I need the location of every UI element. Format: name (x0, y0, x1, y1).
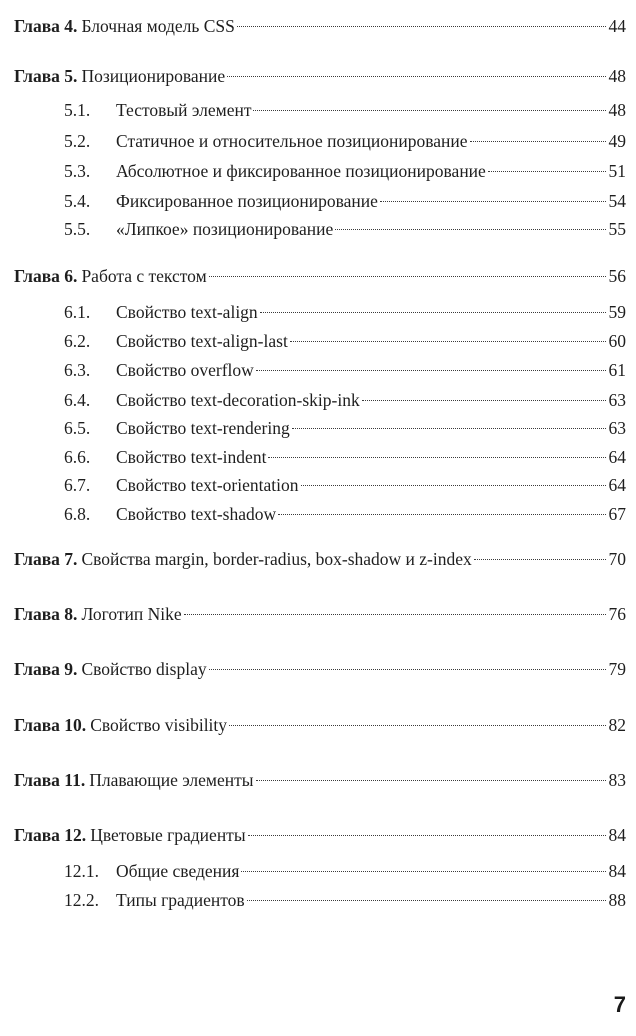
section-title: Общие сведения (116, 861, 240, 881)
page-ref: 44 (608, 16, 626, 36)
dot-leader (260, 312, 606, 313)
dot-leader (209, 276, 606, 277)
page-ref: 67 (608, 504, 626, 524)
toc-section-6-1[interactable] (64, 298, 626, 326)
chapter-label: Глава 10. (14, 715, 87, 735)
dot-leader (474, 559, 606, 560)
dot-leader (290, 341, 606, 342)
page-ref: 59 (608, 302, 626, 322)
section-title: Абсолютное и фиксированное позиционирование (116, 161, 486, 181)
dot-leader (335, 229, 605, 230)
toc-section-6-4[interactable] (64, 386, 626, 414)
dot-leader (248, 835, 606, 836)
page-ref: 76 (608, 604, 626, 624)
chapter-title: Свойство visibility (90, 715, 228, 735)
section-number: 6.1. (64, 302, 91, 322)
page-ref: 79 (608, 659, 626, 679)
dot-leader (470, 141, 606, 142)
section-title: Фиксированное позиционирование (116, 191, 378, 211)
dot-leader (256, 370, 606, 371)
chapter-title: Блочная модель CSS (81, 16, 235, 36)
toc-chapter-5[interactable] (14, 62, 626, 90)
dot-leader (268, 457, 605, 458)
toc-section-6-5[interactable] (64, 414, 626, 442)
dot-leader (241, 871, 605, 872)
chapter-title: Плавающие элементы (89, 770, 254, 790)
section-title: Свойство text-shadow (116, 504, 277, 524)
page-ref: 54 (608, 191, 626, 211)
dot-leader (292, 428, 606, 429)
toc-section-5-3[interactable] (64, 157, 626, 185)
page-ref: 55 (608, 219, 626, 239)
page-ref: 63 (608, 390, 626, 410)
section-number: 6.5. (64, 418, 91, 438)
toc-section-6-6[interactable] (64, 443, 626, 471)
section-number: 6.2. (64, 331, 91, 351)
chapter-title: Позиционирование (81, 66, 226, 86)
page-ref: 88 (608, 890, 626, 910)
page-ref: 64 (608, 475, 626, 495)
dot-leader (247, 900, 606, 901)
section-number: 6.3. (64, 360, 91, 380)
dot-leader (227, 76, 605, 77)
section-title: Типы градиентов (116, 890, 245, 910)
section-title: Свойство text-orientation (116, 475, 299, 495)
dot-leader (229, 725, 605, 726)
toc-chapter-10[interactable] (14, 711, 626, 739)
toc-chapter-4[interactable] (14, 12, 626, 40)
page-ref: 84 (608, 861, 626, 881)
page-number: 7 (613, 992, 626, 1017)
toc-chapter-8[interactable] (14, 600, 626, 628)
page-ref: 48 (608, 66, 626, 86)
page-ref: 70 (608, 549, 626, 569)
page-ref: 82 (608, 715, 626, 735)
toc-chapter-11[interactable] (14, 766, 626, 794)
toc-chapter-12[interactable] (14, 821, 626, 849)
toc-section-5-4[interactable] (64, 187, 626, 215)
section-number: 12.2. (64, 890, 99, 910)
toc-chapter-6[interactable] (14, 262, 626, 290)
section-number: 5.1. (64, 100, 91, 120)
section-title: Свойство text-align-last (116, 331, 288, 351)
toc-section-5-2[interactable] (64, 127, 626, 155)
section-title: Свойство text-decoration-skip-ink (116, 390, 360, 410)
page-ref: 84 (608, 825, 626, 845)
section-title: Свойство overflow (116, 360, 254, 380)
page-ref: 83 (608, 770, 626, 790)
page-ref: 63 (608, 418, 626, 438)
section-number: 5.3. (64, 161, 91, 181)
section-title: Свойство text-align (116, 302, 258, 322)
chapter-label: Глава 9. (14, 659, 78, 679)
dot-leader (301, 485, 606, 486)
dot-leader (278, 514, 605, 515)
toc-section-6-3[interactable] (64, 356, 626, 384)
chapter-title: Свойство display (81, 659, 207, 679)
chapter-title: Работа с текстом (81, 266, 207, 286)
page-ref: 49 (608, 131, 626, 151)
section-number: 6.6. (64, 447, 91, 467)
toc-section-12-1[interactable] (64, 857, 626, 885)
chapter-label: Глава 5. (14, 66, 78, 86)
page-ref: 61 (608, 360, 626, 380)
table-of-contents (14, 0, 626, 1036)
section-title: Тестовый элемент (116, 100, 252, 120)
section-number: 6.4. (64, 390, 91, 410)
section-title: Статичное и относительное позиционирование (116, 131, 468, 151)
section-number: 6.7. (64, 475, 91, 495)
chapter-title: Логотип Nike (81, 604, 182, 624)
dot-leader (256, 780, 606, 781)
dot-leader (488, 171, 606, 172)
page-ref: 51 (608, 161, 626, 181)
toc-section-12-2[interactable] (64, 886, 626, 914)
section-number: 6.8. (64, 504, 91, 524)
dot-leader (362, 400, 606, 401)
page-ref: 48 (608, 100, 626, 120)
chapter-label: Глава 7. (14, 549, 78, 569)
toc-section-5-1[interactable] (64, 96, 626, 124)
dot-leader (253, 110, 605, 111)
chapter-title: Свойства margin, border-radius, box-shadow и z-index (81, 549, 472, 569)
chapter-label: Глава 8. (14, 604, 78, 624)
section-title: Свойство text-indent (116, 447, 267, 467)
chapter-label: Глава 11. (14, 770, 86, 790)
section-title: Свойство text-rendering (116, 418, 290, 438)
toc-section-6-8[interactable] (64, 500, 626, 528)
section-number: 5.4. (64, 191, 91, 211)
toc-section-5-5[interactable] (64, 215, 626, 243)
chapter-label: Глава 12. (14, 825, 87, 845)
section-title: «Липкое» позиционирование (116, 219, 334, 239)
page-ref: 60 (608, 331, 626, 351)
page-ref: 64 (608, 447, 626, 467)
toc-chapter-7[interactable] (14, 545, 626, 573)
section-number: 12.1. (64, 861, 99, 881)
section-number: 5.5. (64, 219, 91, 239)
page-ref: 56 (608, 266, 626, 286)
dot-leader (184, 614, 606, 615)
toc-section-6-7[interactable] (64, 471, 626, 499)
chapter-label: Глава 4. (14, 16, 78, 36)
dot-leader (380, 201, 606, 202)
dot-leader (209, 669, 606, 670)
chapter-title: Цветовые градиенты (90, 825, 246, 845)
toc-section-6-2[interactable] (64, 327, 626, 355)
chapter-label: Глава 6. (14, 266, 78, 286)
dot-leader (237, 26, 606, 27)
toc-chapter-9[interactable] (14, 655, 626, 683)
section-number: 5.2. (64, 131, 91, 151)
